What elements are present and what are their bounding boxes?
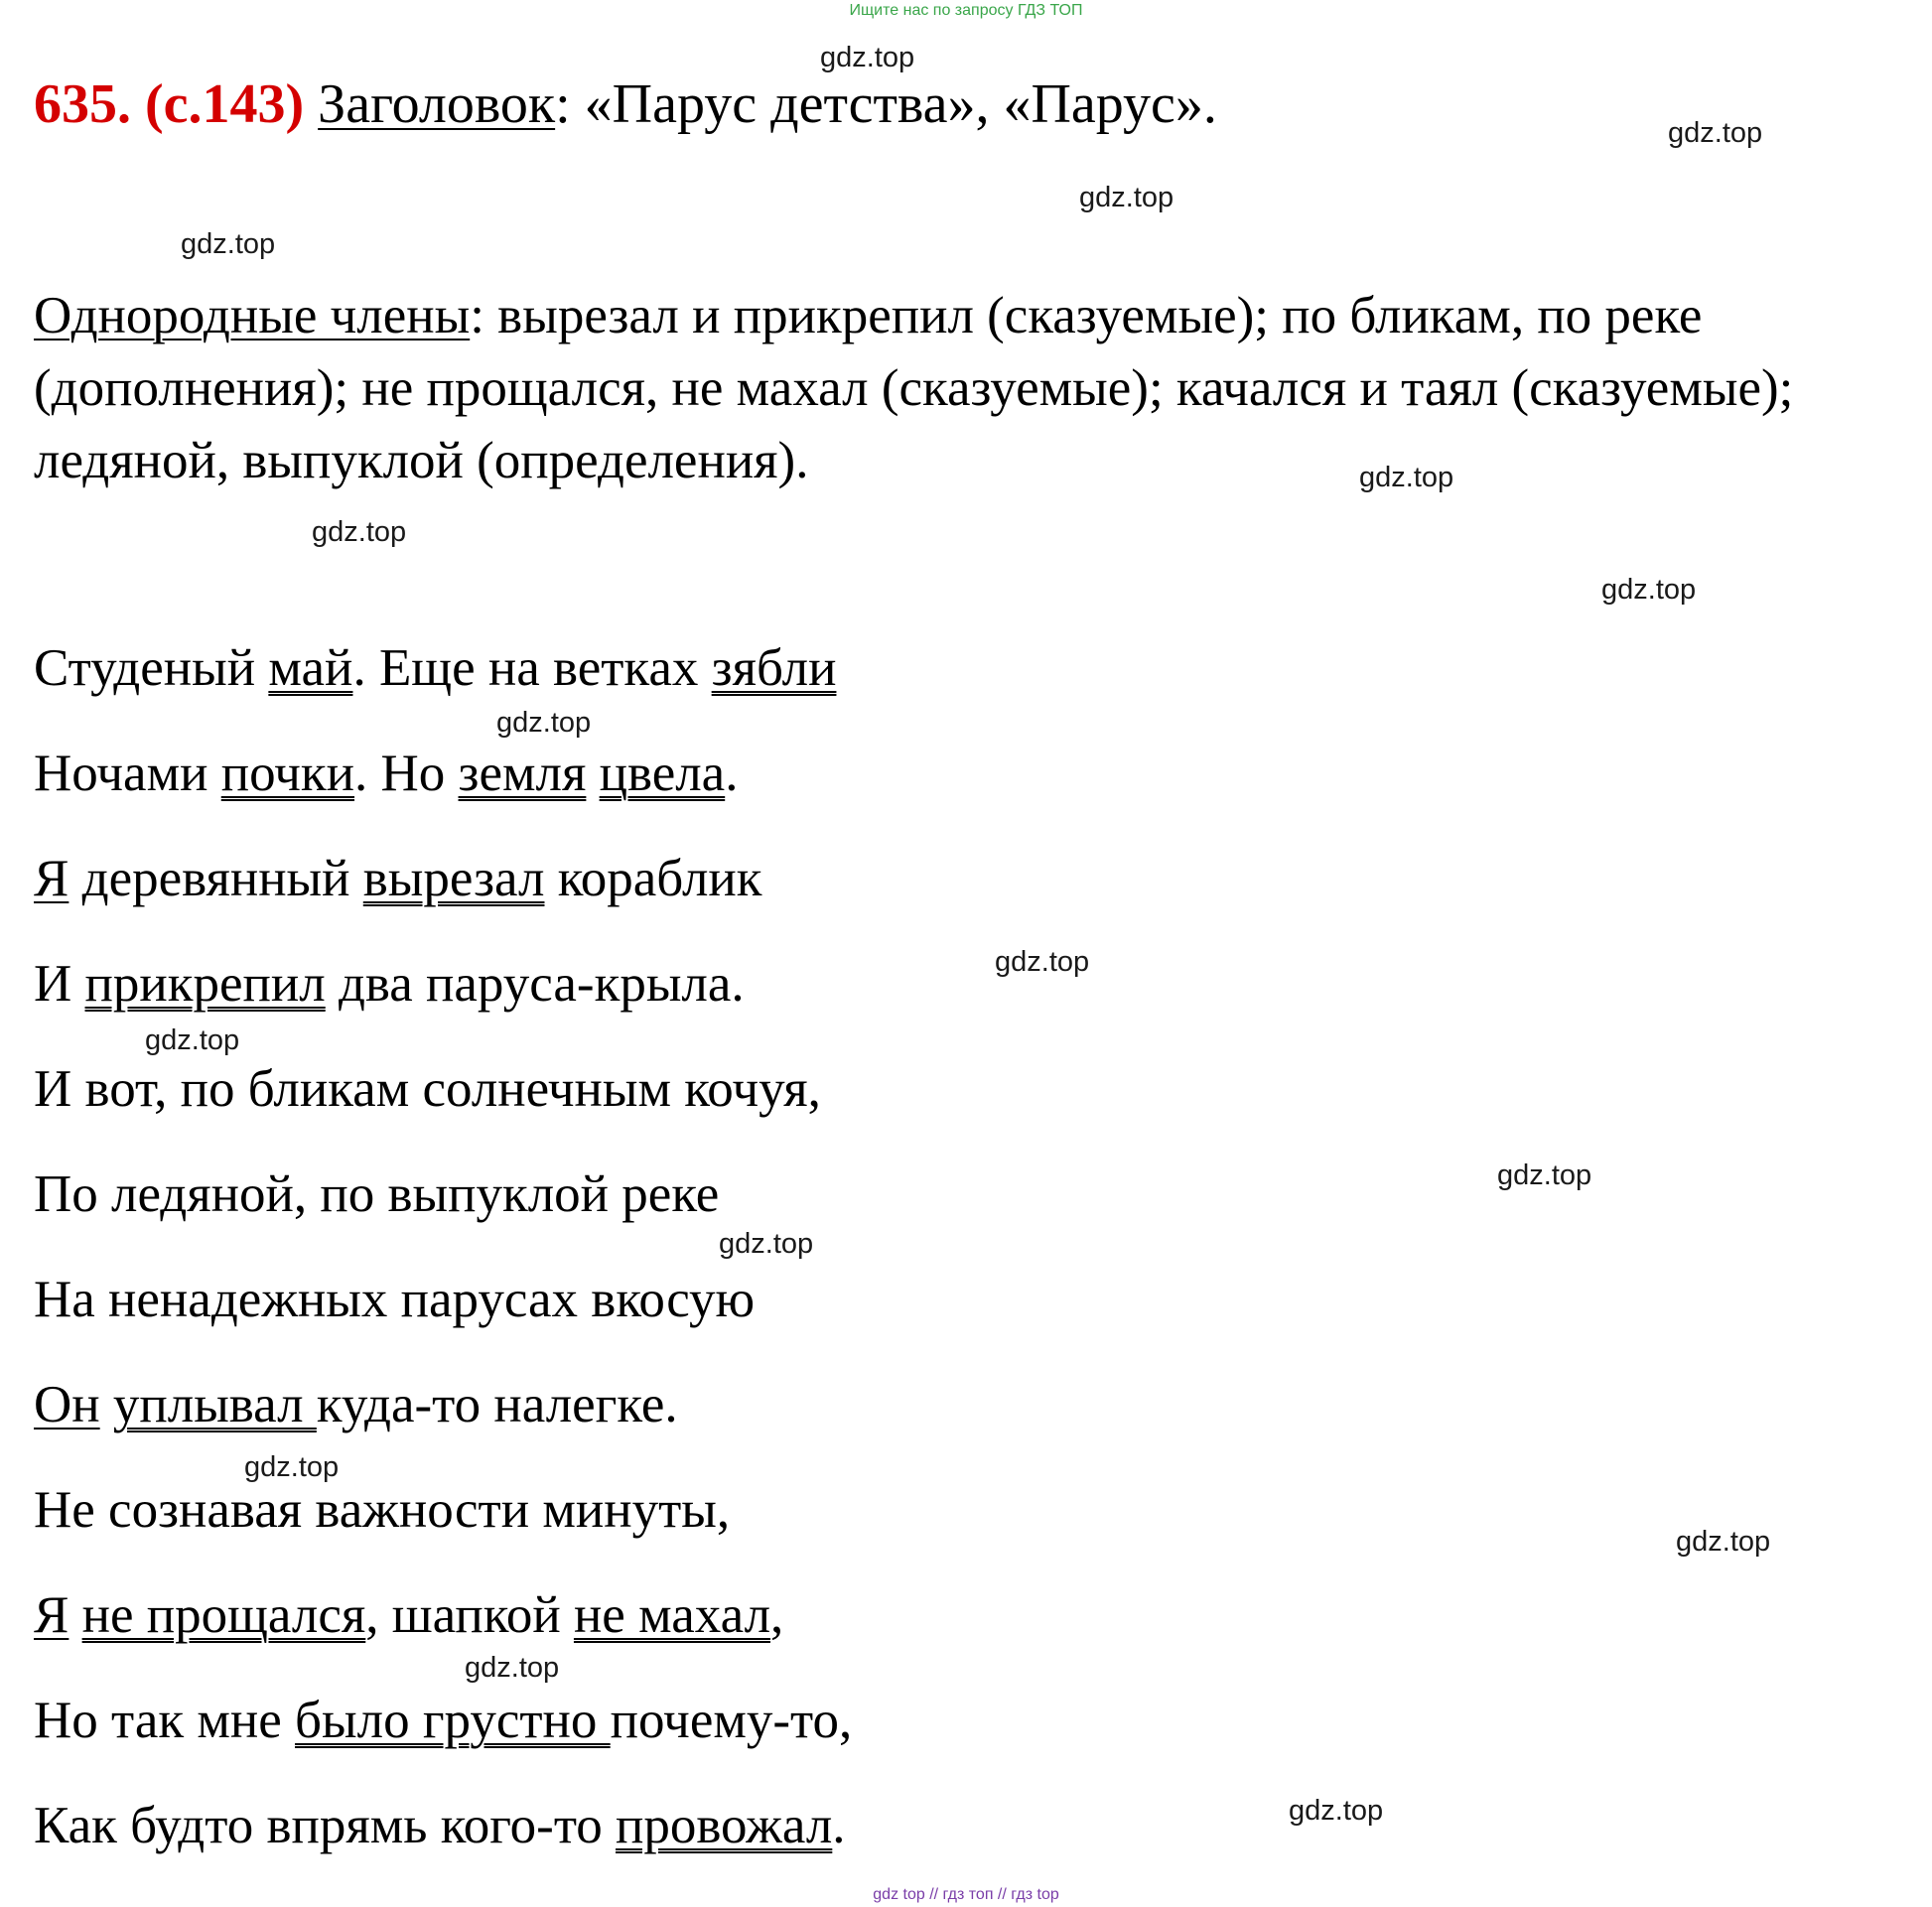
watermark: gdz.top [1359, 462, 1454, 493]
poem-text: . Но [354, 745, 459, 802]
title-label: Заголовок [318, 73, 556, 135]
watermark: gdz.top [496, 707, 592, 739]
poem-text: По ледяной, по выпуклой реке [34, 1165, 720, 1223]
poem-predicate: зябли [711, 639, 837, 697]
poem-text: кораблик [544, 850, 762, 907]
poem-text: Студеный [34, 639, 269, 697]
poem-text: . Еще на ветках [352, 639, 712, 697]
poem-text [100, 1376, 113, 1433]
poem-line-3 [34, 848, 762, 909]
poem-line-5 [34, 1058, 821, 1120]
poem-text: На ненадежных парусах вкосую [34, 1271, 756, 1328]
watermark: gdz.top [312, 516, 407, 548]
poem-subject: Я [34, 1586, 69, 1644]
poem-line-4 [34, 953, 745, 1015]
poem-line-11 [34, 1690, 852, 1751]
poem-predicate: уплывал [112, 1376, 317, 1433]
top-banner: Ищите нас по запросу ГДЗ ТОП [849, 2, 1083, 19]
poem-text: почему-то, [610, 1692, 853, 1749]
poem-text: деревянный [69, 850, 363, 907]
watermark: gdz.top [465, 1652, 560, 1684]
poem-line-9 [34, 1479, 730, 1541]
poem-text [586, 745, 599, 802]
poem-predicate: вырезал [362, 850, 545, 907]
poem-line-7 [34, 1269, 755, 1330]
poem-subject: земля [458, 745, 587, 802]
poem-subject: Я [34, 850, 69, 907]
poem-text: , шапкой [365, 1586, 574, 1644]
watermark: gdz.top [1676, 1526, 1771, 1558]
poem-predicate: провожал [616, 1797, 833, 1854]
poem-text: И [34, 955, 85, 1013]
poem-predicate: не махал [573, 1586, 771, 1644]
poem-text: Но так мне [34, 1692, 296, 1749]
homogeneous-text: : вырезал и прикрепил (сказуемые); по бликам, по реке (дополнения); не прощался, не махал (сказуемые); качался и таял (сказуемые); ледяной, выпуклой (определения). [34, 287, 1794, 489]
watermark: gdz.top [820, 42, 915, 73]
task-number: 635. (с.143) [34, 73, 305, 135]
poem-subject: Он [34, 1376, 100, 1433]
poem-line-8 [34, 1374, 678, 1435]
homogeneous-label: Однородные члены [34, 287, 471, 344]
watermark: gdz.top [244, 1451, 340, 1483]
watermark: gdz.top [995, 946, 1090, 978]
footer-links: gdz top // гдз топ // гдз top [873, 1886, 1059, 1903]
watermark: gdz.top [1668, 117, 1763, 149]
poem-line-6 [34, 1163, 719, 1225]
poem-text [69, 1586, 81, 1644]
poem-text: Не сознавая важности минуты, [34, 1481, 731, 1539]
watermark: gdz.top [181, 228, 276, 260]
poem-text: Ночами [34, 745, 221, 802]
watermark: gdz.top [1289, 1795, 1384, 1827]
poem-text: . [725, 745, 739, 802]
poem-line-12 [34, 1795, 846, 1856]
watermark: gdz.top [719, 1228, 814, 1260]
poem-subject: почки [220, 745, 355, 802]
watermark: gdz.top [1601, 574, 1697, 606]
poem-line-10 [34, 1584, 783, 1646]
poem-subject: май [268, 639, 353, 697]
homogeneous-paragraph [34, 280, 1910, 497]
poem-text: два паруса-крыла. [325, 955, 745, 1013]
poem-predicate: было грустно [295, 1692, 611, 1749]
poem-predicate: цвела [599, 745, 726, 802]
poem-text: И вот, по бликам солнечным кочуя, [34, 1060, 821, 1118]
watermark: gdz.top [1497, 1159, 1592, 1191]
poem-text: , [770, 1586, 784, 1644]
poem-line-1 [34, 637, 836, 699]
poem-text: Как будто впрямь кого-то [34, 1797, 617, 1854]
poem-predicate: прикрепил [84, 955, 326, 1013]
poem-text: куда-то налегке. [316, 1376, 678, 1433]
poem-text: . [832, 1797, 846, 1854]
watermark: gdz.top [145, 1024, 240, 1056]
task-header [34, 69, 1217, 139]
watermark: gdz.top [1079, 182, 1174, 213]
poem-predicate: не прощался [81, 1586, 366, 1644]
poem-line-2 [34, 743, 738, 804]
title-text: : «Парус детства», «Парус». [555, 73, 1217, 135]
